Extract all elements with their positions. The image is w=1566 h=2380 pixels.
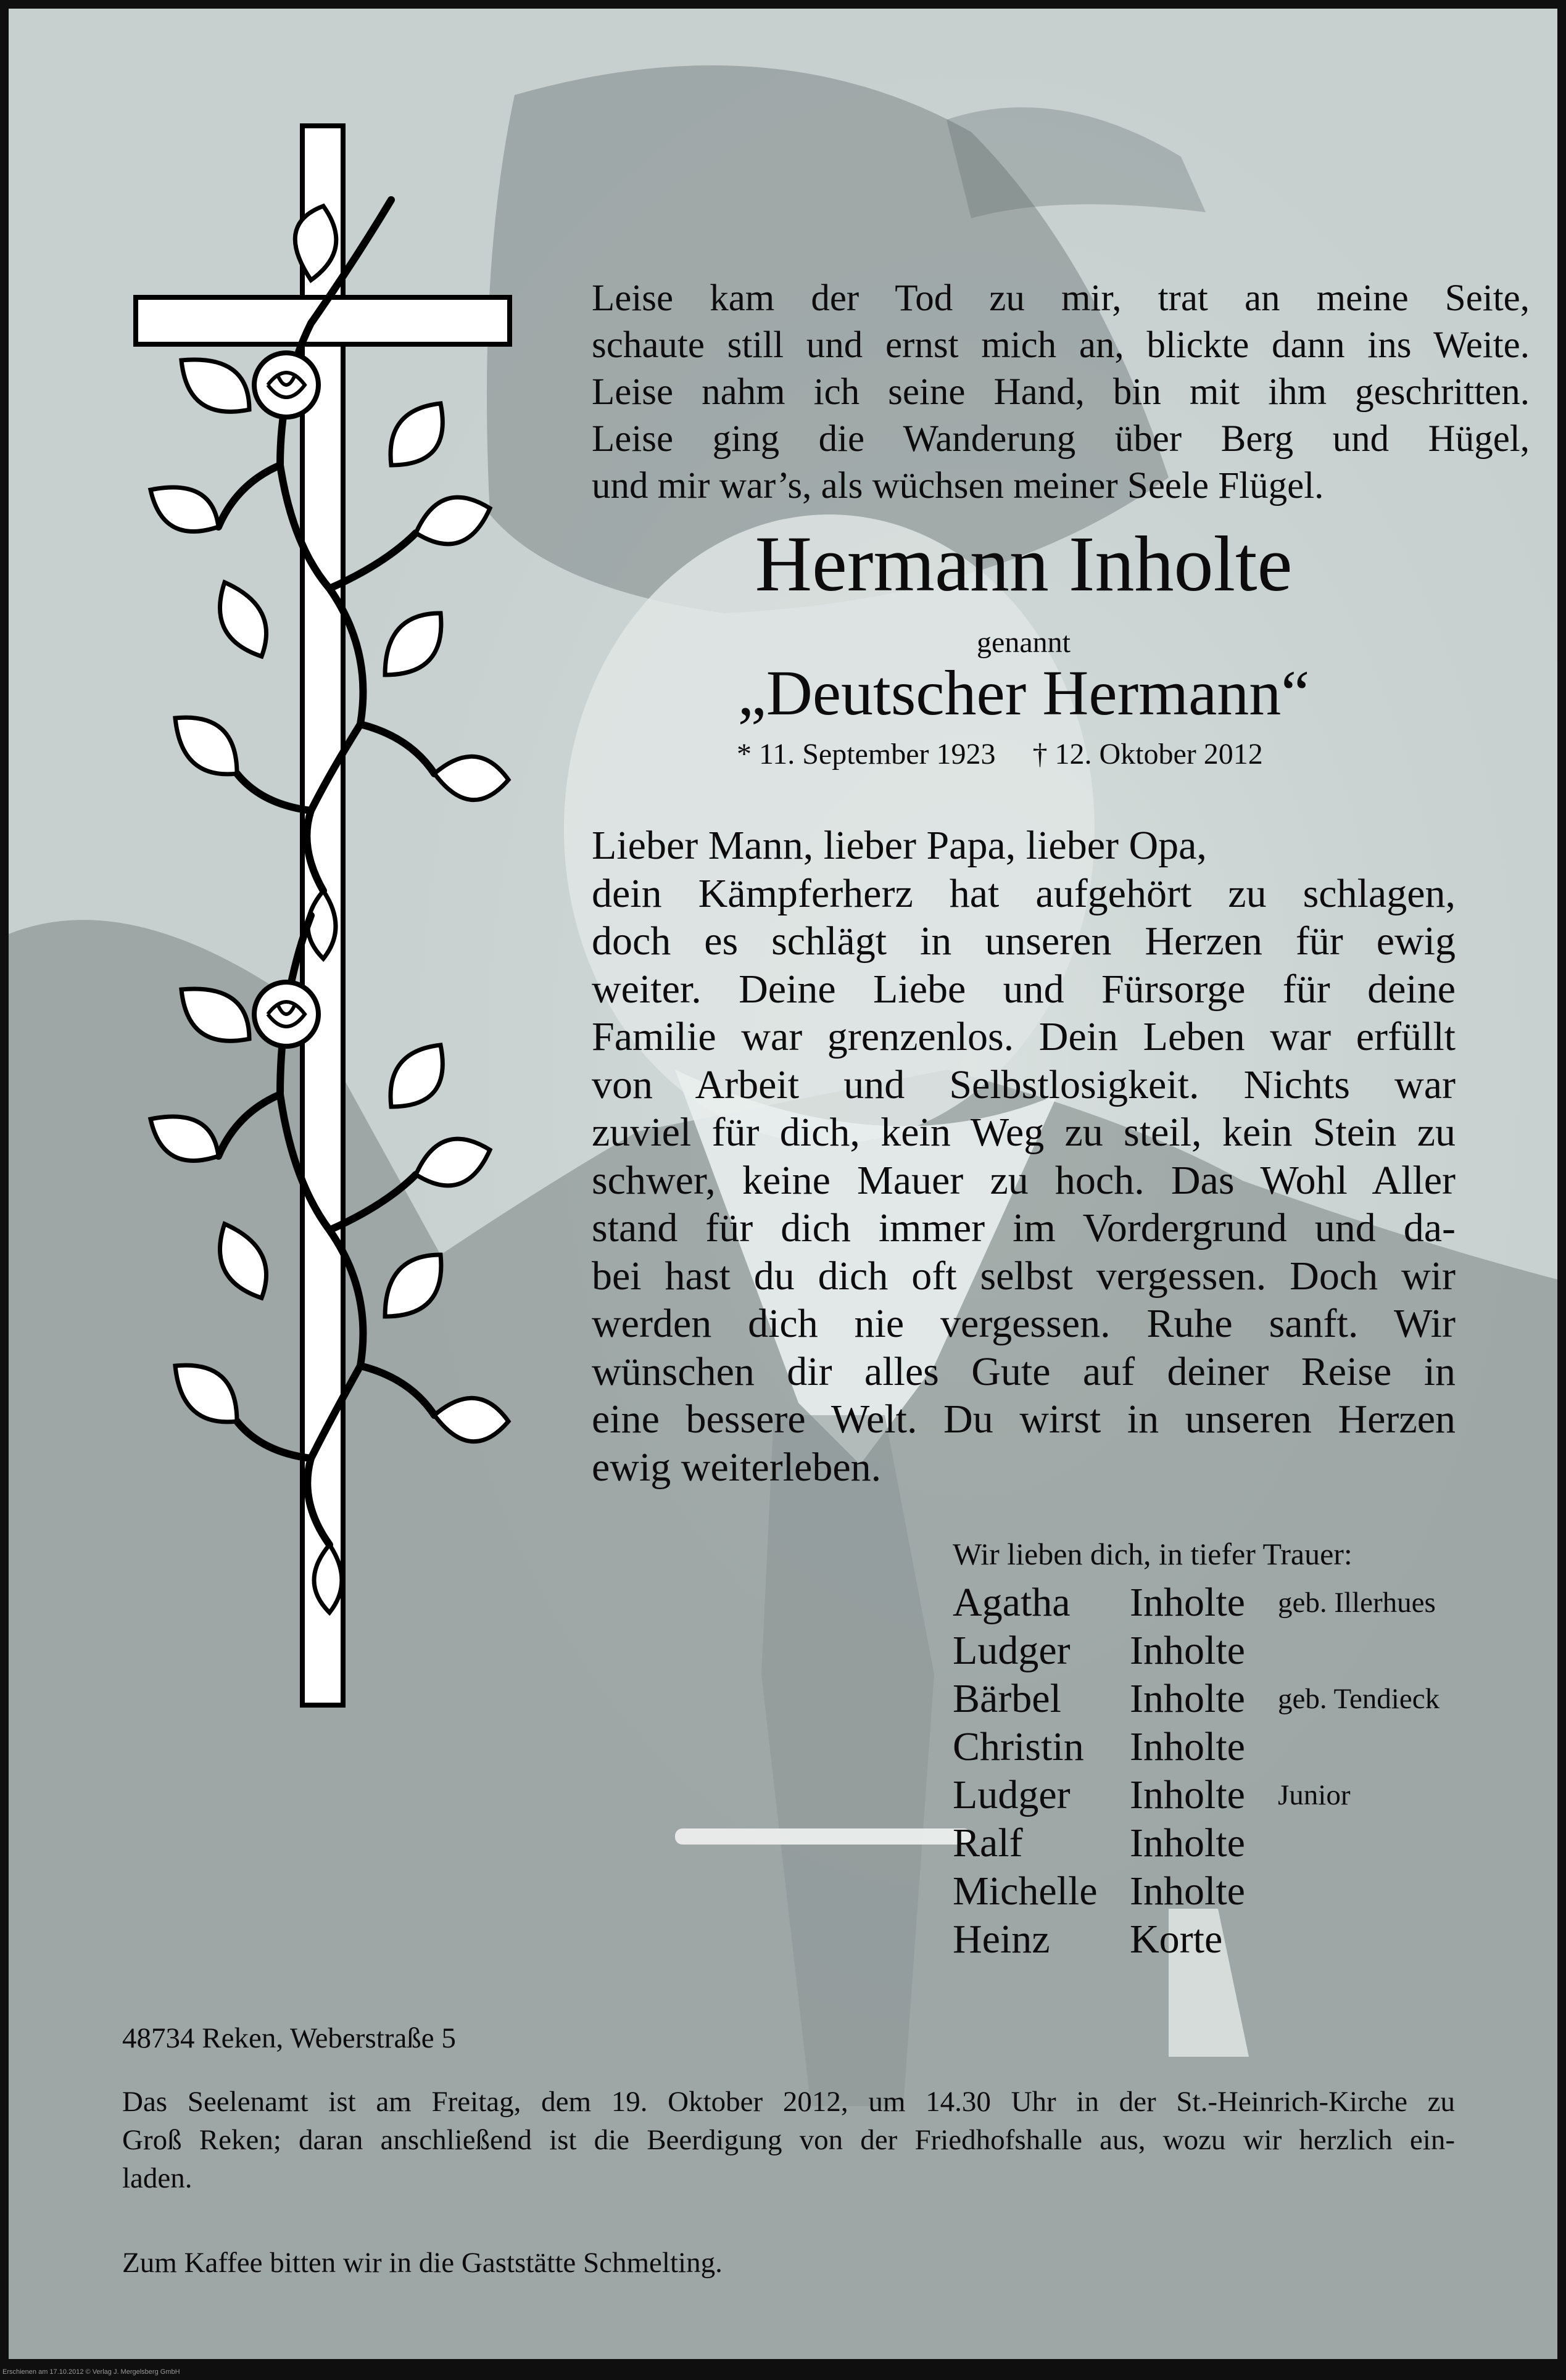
death-date: † 12. Oktober 2012 [1032, 738, 1263, 771]
message-line: dein Kämpferherz hat aufgehört zu schlagen, [592, 870, 1456, 916]
poem-line: schaute still und ernst mich an, blickte dann ins Weite. [592, 324, 1530, 366]
nickname-label: genannt [977, 626, 1071, 659]
birth-date: * 11. September 1923 [737, 738, 996, 771]
mourner-first-name: Christin [953, 1724, 1084, 1769]
mourner-note: Junior [1278, 1779, 1351, 1811]
life-dates [737, 737, 1300, 772]
mourner-note: geb. Tendieck [1278, 1683, 1440, 1715]
farewell-message [592, 822, 1456, 1491]
service-line: Groß Reken; daran anschließend ist die Beerdigung von der Friedhofshalle aus, wozu wir herzlich ein- [122, 2124, 1455, 2156]
message-line: weiter. Deine Liebe und Fürsorge für deine [592, 966, 1456, 1012]
message-line: doch es schlägt in unseren Herzen für ewig [592, 919, 1456, 964]
mourner-first-name: Heinz [953, 1917, 1050, 1962]
coffee-invitation: Zum Kaffee bitten wir in die Gaststätte Schmelting. [122, 2247, 723, 2279]
service-line: Das Seelenamt ist am Freitag, dem 19. Oktober 2012, um 14.30 Uhr in der St.-Heinrich-Kirche zu [122, 2086, 1455, 2118]
message-line: von Arbeit und Selbstlosigkeit. Nichts war [592, 1062, 1456, 1107]
message-line: stand für dich immer im Vordergrund und da- [592, 1205, 1456, 1250]
message-line: eine bessere Welt. Du wirst in unseren Herzen [592, 1397, 1456, 1442]
message-line: zuviel für dich, kein Weg zu steil, kein Stein zu [592, 1110, 1456, 1155]
poem [592, 275, 1530, 510]
service-info [122, 2083, 1455, 2197]
mourner-last-name: Inholte [1130, 1820, 1245, 1866]
mourners-label: Wir lieben dich, in tiefer Trauer: [953, 1537, 1353, 1571]
mourner-last-name: Korte [1130, 1917, 1223, 1962]
poem-line: Leise ging die Wanderung über Berg und Hügel, [592, 418, 1530, 460]
mourner-first-name: Agatha [953, 1580, 1071, 1625]
cross-with-roses-icon [126, 120, 527, 1711]
poem-line: Leise kam der Tod zu mir, trat an meine Seite, [592, 278, 1530, 319]
mourner-last-name: Inholte [1130, 1580, 1245, 1625]
message-line: Familie war grenzenlos. Dein Leben war erfüllt [592, 1014, 1456, 1059]
mourner-first-name: Ralf [953, 1820, 1023, 1866]
poem-line: und mir war’s, als wüchsen meiner Seele Flügel. [592, 465, 1324, 506]
message-line: wünschen dir alles Gute auf deiner Reise in [592, 1349, 1456, 1394]
mourner-first-name: Ludger [953, 1628, 1071, 1673]
message-line: Lieber Mann, lieber Papa, lieber Opa, [592, 823, 1207, 868]
service-line: laden. [122, 2162, 193, 2194]
obituary-sheet [9, 9, 1557, 2359]
mourner-first-name: Ludger [953, 1772, 1071, 1817]
publication-footer: Erschienen am 17.10.2012 © Verlag J. Mergelsberg GmbH [2, 2368, 180, 2376]
mourner-last-name: Inholte [1130, 1772, 1245, 1817]
mourner-last-name: Inholte [1130, 1628, 1245, 1673]
message-line: schwer, keine Mauer zu hoch. Das Wohl Aller [592, 1157, 1456, 1203]
message-line: ewig weiterleben. [592, 1444, 882, 1490]
mourner-last-name: Inholte [1130, 1869, 1245, 1914]
message-line: bei hast du dich oft selbst vergessen. Doch wir [592, 1253, 1456, 1299]
mourner-last-name: Inholte [1130, 1724, 1245, 1769]
message-line: werden dich nie vergessen. Ruhe sanft. Wir [592, 1301, 1456, 1346]
mourner-last-name: Inholte [1130, 1676, 1245, 1721]
mourner-note: geb. Illerhues [1278, 1587, 1436, 1619]
address: 48734 Reken, Weberstraße 5 [122, 2022, 456, 2054]
nickname: „Deutscher Hermann“ [737, 658, 1310, 729]
mourner-first-name: Michelle [953, 1869, 1098, 1914]
poem-line: Leise nahm ich seine Hand, bin mit ihm geschritten. [592, 371, 1530, 413]
mourner-first-name: Bärbel [953, 1676, 1061, 1721]
deceased-name: Hermann Inholte [755, 520, 1293, 608]
